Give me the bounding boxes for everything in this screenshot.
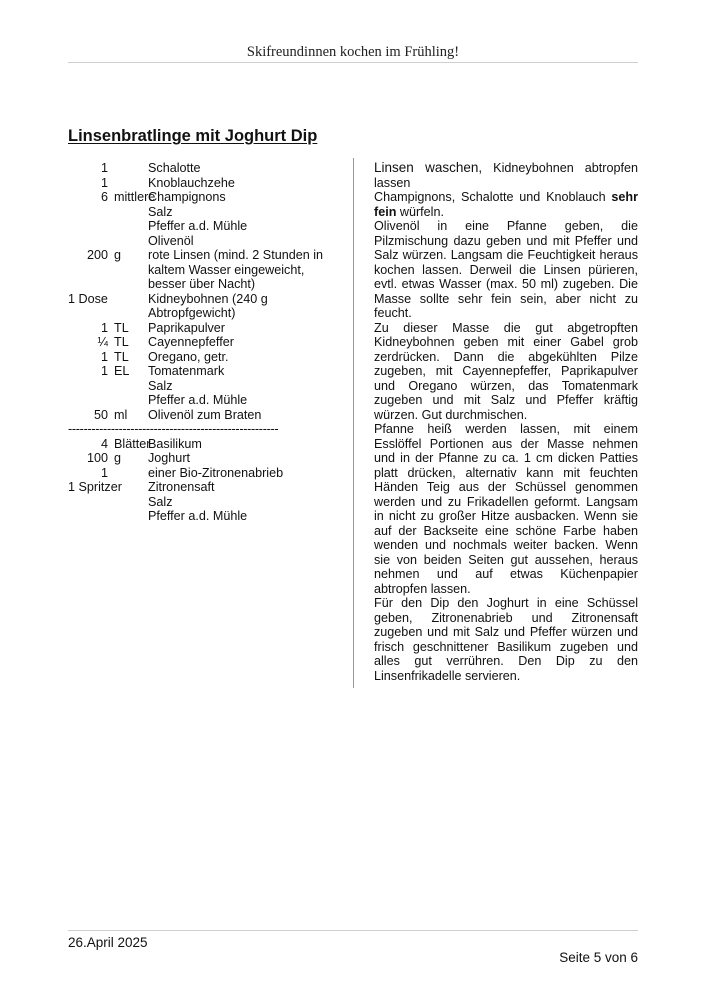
ingredient-name: Salz (148, 494, 173, 509)
instruction-paragraph (374, 161, 638, 190)
ingredient-row (68, 292, 338, 321)
ingredient-qty: 1 (100, 161, 108, 175)
instruction-bold: sehr fein (374, 190, 638, 219)
instruction-paragraph: Pfanne heiß werden lassen, mit einem Esslöffel Portionen aus der Masse nehmen und in der Pfanne zu ca. 1 cm dicken Patties platt drücken, alternativ kann mit feuchten Händen Teig aus der Schüssel genommen werden und zu Frikadellen geformt. Langsam in nicht zu großer Hitze ausbacken. Wenn sie auf der Backseite eine schöne Farbe haben wenden und nochmals weiter backen. Wenn sie von beiden Seiten gut aussehen, heraus nehmen und auf etwas Küchenpapier abtropfen lassen. (374, 422, 638, 596)
ingredient-row (68, 350, 338, 365)
instruction-lead: Linsen waschen, (374, 160, 483, 175)
ingredient-name: Salz (148, 204, 173, 219)
ingredient-name: Pfeffer a.d. Mühle (148, 393, 248, 407)
ingredient-name: Pfeffer a.d. Mühle (148, 219, 248, 233)
ingredient-unit: mittlere (114, 190, 156, 204)
footer-rule (68, 930, 638, 931)
dip-ingredient-row (68, 466, 338, 481)
ingredient-name: Kidneybohnen (240 g Abtropfgewicht) (148, 291, 268, 320)
instruction-text: Champignons, Schalotte und Knoblauch (374, 190, 612, 204)
ingredient-row (68, 393, 338, 408)
ingredient-row (68, 408, 338, 423)
ingredient-name: Pfeffer a.d. Mühle (148, 509, 248, 523)
instruction-text: Kidneybohnen abtropfen lassen (374, 161, 638, 190)
instructions-text (374, 161, 638, 683)
ingredient-separator: ------------------------------------------------------ (68, 422, 279, 436)
ingredient-qty: 50 (93, 407, 108, 422)
ingredient-qty: 6 (100, 190, 108, 204)
ingredient-row (68, 364, 338, 379)
ingredient-row (68, 161, 338, 176)
ingredient-qty: 1 (100, 349, 108, 364)
ingredient-qty: 1 Dose (68, 291, 108, 306)
ingredient-list (68, 161, 338, 524)
ingredient-qty: ¼ (97, 335, 108, 349)
dip-ingredient-row (68, 509, 338, 524)
page-header: Skifreundinnen kochen im Frühling! (246, 44, 460, 60)
ingredient-qty: 1 (100, 364, 108, 378)
instruction-paragraph: Für den Dip den Joghurt in eine Schüssel geben, Zitronenabrieb und Zitronensaft zugeben und mit Salz und Pfeffer würzen und frisch geschnittener Basilikum zugeben und alles gut verrühren. Den Dip zu den Linsenfrikadelle servieren. (374, 596, 638, 683)
ingredient-name: Salz (148, 378, 173, 393)
ingredient-name: Paprikapulver (148, 320, 226, 335)
ingredient-name: Joghurt (148, 451, 191, 465)
ingredient-row (68, 190, 338, 205)
ingredient-row (68, 335, 338, 350)
ingredient-name: Knoblauchzehe (148, 175, 235, 190)
ingredient-qty: 1 (100, 320, 108, 335)
ingredient-unit: TL (114, 349, 129, 364)
ingredient-name: einer Bio-Zitronenabrieb (148, 465, 284, 480)
instruction-text: würfeln. (396, 204, 444, 219)
ingredient-name: Schalotte (148, 161, 201, 175)
ingredient-qty: 1 Spritzer (68, 480, 122, 494)
ingredient-name: Zitronensaft (148, 480, 215, 494)
ingredient-qty: 1 (100, 465, 108, 480)
dip-ingredient-row (68, 437, 338, 452)
ingredient-row (68, 176, 338, 191)
ingredient-row (68, 248, 338, 292)
ingredient-unit: TL (114, 320, 129, 335)
ingredient-name: Olivenöl (148, 233, 194, 248)
instruction-paragraph: Olivenöl in eine Pfanne geben, die Pilzmischung dazu geben und mit Pfeffer und Salz würzen. Langsam die Feuchtigkeit heraus kochen lassen. Derweil die Linsen pürieren, evtl. etwas Wasser (max. 50 ml) zugeben. Die Masse sollte sehr fein sein, aber nicht zu feucht. (374, 219, 638, 320)
ingredient-name: Cayennepfeffer (148, 335, 234, 349)
ingredient-name: Basilikum (148, 436, 202, 451)
ingredient-qty: 4 (100, 436, 108, 451)
recipe-title: Linsenbratlinge mit Joghurt Dip (68, 127, 318, 145)
instruction-paragraph: Zu dieser Masse die gut abgetropften Kidneybohnen geben mit einer Gabel grob zerdrücken. Dann die abgekühlten Pilze zugeben, mit Cayennepfeffer, Paprikapulver und Oregano würzen, das Tomatenmark zugeben und mit Salz und Pfeffer kräftig würzen. Gut durchmischen. (374, 320, 638, 422)
ingredient-name: Champignons (148, 190, 226, 204)
ingredient-unit: TL (114, 335, 129, 349)
page-number: Seite 5 von 6 (559, 950, 638, 965)
ingredient-row (68, 205, 338, 220)
dip-ingredient-row (68, 495, 338, 510)
ingredient-name: Olivenöl zum Braten (148, 407, 262, 422)
ingredient-unit: ml (114, 407, 128, 422)
ingredient-name: Oregano, getr. (148, 349, 229, 364)
ingredient-row (68, 234, 338, 249)
ingredient-unit: g (114, 451, 122, 465)
ingredient-row (68, 321, 338, 336)
ingredient-unit: g (114, 248, 122, 262)
ingredient-qty: 1 (100, 175, 108, 190)
ingredient-row (68, 379, 338, 394)
column-divider (353, 158, 354, 688)
header-rule (68, 62, 638, 63)
ingredient-unit: EL (114, 364, 130, 378)
ingredient-qty: 100 (86, 451, 108, 465)
ingredient-name: rote Linsen (mind. 2 Stunden in kaltem Wasser eingeweicht, besser über Nacht) (148, 248, 324, 291)
ingredient-name: Tomatenmark (148, 364, 225, 378)
dip-ingredient-row (68, 451, 338, 466)
footer-date: 26.April 2025 (68, 935, 148, 950)
instruction-paragraph (374, 190, 638, 219)
ingredient-row (68, 219, 338, 234)
dip-ingredient-row (68, 480, 338, 495)
ingredient-qty: 200 (86, 248, 108, 262)
ingredient-unit: Blätter (114, 436, 151, 451)
